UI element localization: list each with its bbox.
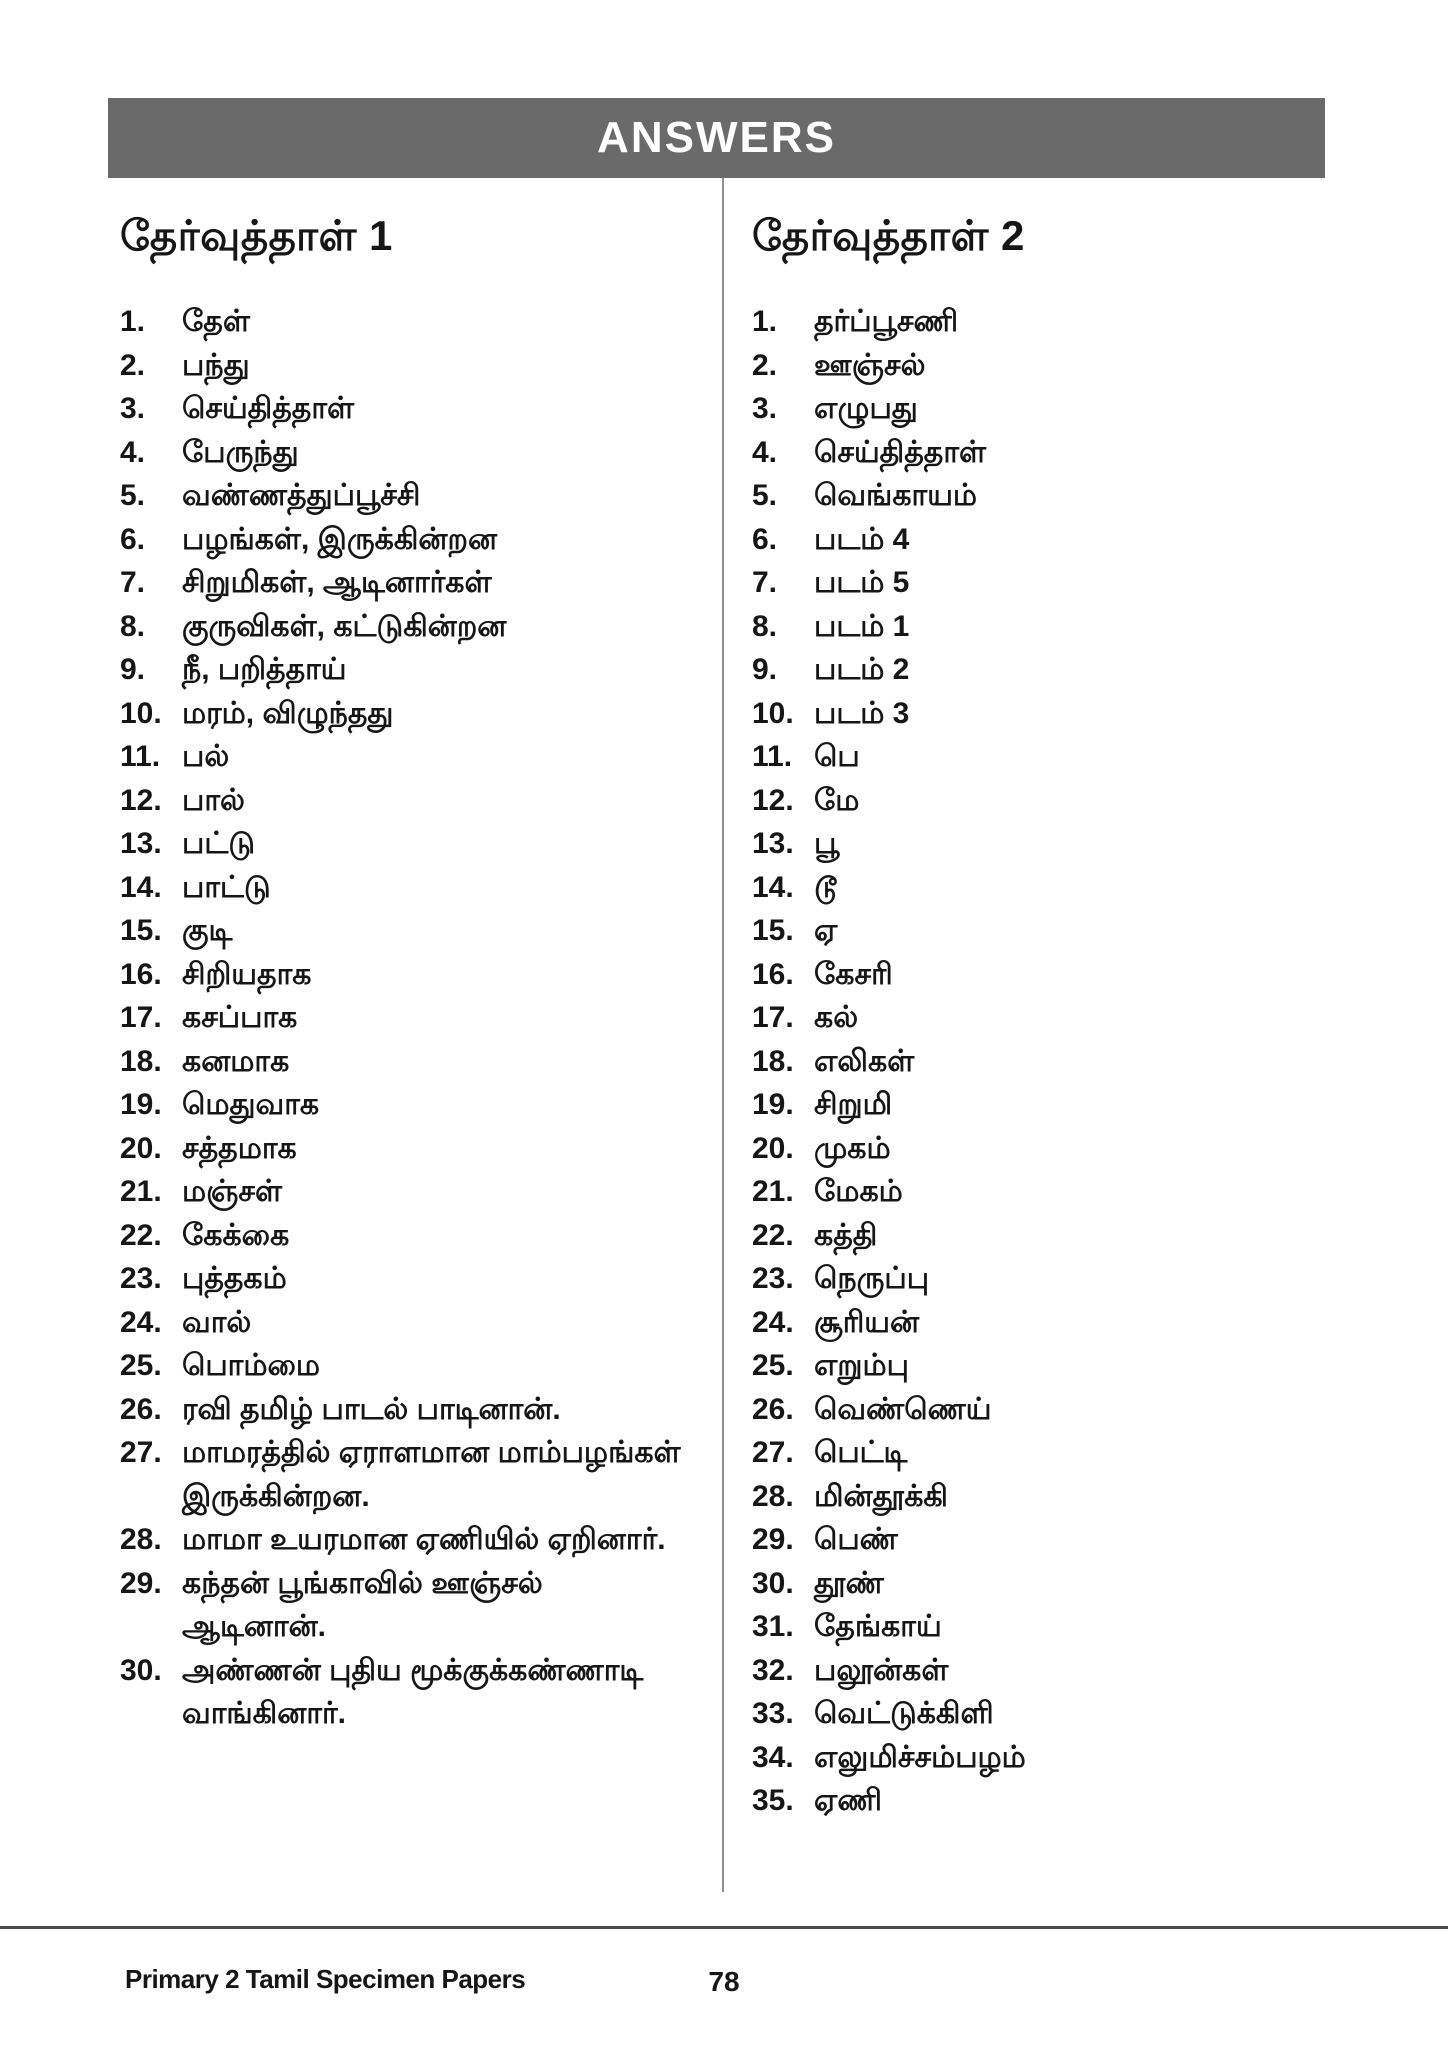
answer-item xyxy=(752,1562,1320,1606)
answer-item xyxy=(120,866,688,910)
answer-number: 8. xyxy=(120,609,146,643)
answer-text: படம் 3 xyxy=(814,696,910,730)
footer-book-title: Primary 2 Tamil Specimen Papers xyxy=(125,1964,526,1994)
answer-number: 14. xyxy=(120,870,162,904)
answer-item xyxy=(752,1301,1320,1345)
answer-number: 5. xyxy=(752,479,778,512)
answer-number: 9. xyxy=(752,653,778,686)
answer-text: எழுபது xyxy=(814,392,918,425)
answer-text: வண்ணத்துப்பூச்சி xyxy=(182,479,421,512)
answer-text: நீ, பறித்தாய் xyxy=(182,653,347,686)
answer-text: மேகம் xyxy=(814,1175,903,1208)
answer-item xyxy=(752,996,1320,1040)
answer-number: 15. xyxy=(120,914,162,947)
answer-number: 22. xyxy=(752,1218,794,1252)
paper1-answer-list xyxy=(120,300,688,1736)
answer-number: 12. xyxy=(752,783,794,817)
answer-item xyxy=(752,1040,1320,1084)
answer-text: பெ xyxy=(814,740,860,773)
answer-number: 6. xyxy=(752,522,778,556)
answer-number: 19. xyxy=(752,1088,794,1121)
answer-number: 18. xyxy=(752,1044,794,1078)
answer-item xyxy=(120,779,688,823)
answer-item xyxy=(752,431,1320,475)
answer-item xyxy=(120,996,688,1040)
answer-text: வெங்காயம் xyxy=(814,479,978,512)
answer-item xyxy=(752,344,1320,388)
answer-text: பெண் xyxy=(814,1523,898,1556)
answer-item xyxy=(120,1388,688,1432)
answer-text: அண்ணன் புதிய மூக்குக்கண்ணாடி வாங்கினார். xyxy=(182,1653,644,1730)
answer-text: பலூன்கள் xyxy=(814,1653,949,1687)
answer-number: 18. xyxy=(120,1044,162,1078)
answer-number: 9. xyxy=(120,653,146,686)
answer-text: எறும்பு xyxy=(814,1349,909,1382)
answer-number: 31. xyxy=(752,1610,794,1643)
answer-text: செய்தித்தாள் xyxy=(814,435,987,469)
answer-number: 7. xyxy=(120,566,146,599)
answer-text: ஏணி xyxy=(814,1784,882,1817)
answer-item xyxy=(120,822,688,866)
answer-item xyxy=(752,1214,1320,1258)
answer-item xyxy=(752,1431,1320,1475)
answer-number: 34. xyxy=(752,1740,794,1774)
answer-item xyxy=(120,1562,688,1649)
answers-header-banner xyxy=(108,98,1325,178)
answer-text: பழங்கள், இருக்கின்றன xyxy=(182,522,498,556)
answer-item xyxy=(752,909,1320,953)
answer-item xyxy=(752,605,1320,649)
answer-item xyxy=(752,953,1320,997)
answer-number: 8. xyxy=(752,609,778,643)
answer-item xyxy=(120,953,688,997)
answer-item xyxy=(752,648,1320,692)
answer-number: 19. xyxy=(120,1088,162,1121)
answer-text: வெட்டுக்கிளி xyxy=(814,1697,994,1730)
answer-text: ரவி தமிழ் பாடல் பாடினான். xyxy=(182,1392,561,1426)
answer-item xyxy=(752,1692,1320,1736)
answer-item xyxy=(752,1257,1320,1301)
answer-number: 17. xyxy=(752,1001,794,1034)
answer-item xyxy=(752,779,1320,823)
answer-number: 4. xyxy=(120,435,146,469)
answer-number: 28. xyxy=(120,1523,162,1556)
answer-text: படம் 4 xyxy=(814,522,910,556)
answer-number: 20. xyxy=(752,1131,794,1165)
answer-text: கசப்பாக xyxy=(182,1001,298,1034)
answer-item xyxy=(752,300,1320,344)
answer-text: புத்தகம் xyxy=(182,1262,287,1295)
answer-item xyxy=(752,866,1320,910)
answer-item xyxy=(120,692,688,736)
answer-number: 21. xyxy=(752,1175,794,1208)
column-divider xyxy=(722,178,724,1892)
answer-number: 10. xyxy=(752,696,794,730)
answer-number: 24. xyxy=(120,1305,162,1339)
answer-number: 10. xyxy=(120,696,162,730)
footer-rule xyxy=(0,1926,1448,1929)
answer-item xyxy=(120,1127,688,1171)
answer-number: 28. xyxy=(752,1479,794,1513)
answer-number: 26. xyxy=(120,1392,162,1426)
answer-number: 27. xyxy=(120,1436,162,1469)
answer-number: 15. xyxy=(752,914,794,947)
answer-text: சிறியதாக xyxy=(182,957,312,991)
answer-text: சிறுமிகள், ஆடினார்கள் xyxy=(182,566,492,599)
answer-item xyxy=(120,605,688,649)
answer-item xyxy=(120,1518,688,1562)
answer-text: கேசரி xyxy=(814,957,893,991)
answer-item xyxy=(120,518,688,562)
answer-item xyxy=(752,1344,1320,1388)
answer-number: 2. xyxy=(120,348,146,382)
answers-header-title: ANSWERS xyxy=(597,113,836,162)
answer-number: 27. xyxy=(752,1436,794,1469)
answer-text: தர்ப்பூசணி xyxy=(814,305,959,338)
answer-number: 3. xyxy=(752,392,778,425)
answer-item xyxy=(752,1649,1320,1693)
answer-number: 2. xyxy=(752,348,778,382)
answer-item xyxy=(752,1388,1320,1432)
answer-item xyxy=(752,387,1320,431)
answer-text: செய்தித்தாள் xyxy=(182,392,355,425)
answer-number: 29. xyxy=(120,1566,162,1600)
answer-item xyxy=(752,735,1320,779)
answer-text: பால் xyxy=(182,783,245,817)
answer-item xyxy=(752,561,1320,605)
answer-text: பந்து xyxy=(182,348,250,382)
answer-text: சத்தமாக xyxy=(182,1131,297,1165)
answer-number: 12. xyxy=(120,783,162,817)
answer-text: பெட்டி xyxy=(814,1436,908,1469)
paper1-column xyxy=(120,212,688,1736)
answer-item xyxy=(120,1257,688,1301)
answer-number: 35. xyxy=(752,1784,794,1817)
answer-item xyxy=(752,474,1320,518)
answer-item xyxy=(752,822,1320,866)
answer-item xyxy=(120,1431,688,1518)
answer-number: 1. xyxy=(120,305,146,338)
answer-item xyxy=(752,1605,1320,1649)
answer-item xyxy=(752,1779,1320,1823)
answer-item xyxy=(752,1170,1320,1214)
paper2-column xyxy=(752,212,1320,1823)
footer-page-number: 78 xyxy=(708,1966,740,1997)
answer-item xyxy=(120,735,688,779)
answer-item xyxy=(120,387,688,431)
answer-number: 5. xyxy=(120,479,146,512)
answer-number: 29. xyxy=(752,1523,794,1556)
answer-text: பொம்மை xyxy=(182,1349,321,1382)
answer-text: மெதுவாக xyxy=(182,1088,320,1121)
answer-text: படம் 5 xyxy=(814,566,910,599)
answer-item xyxy=(752,1127,1320,1171)
answer-item xyxy=(752,1083,1320,1127)
answer-item xyxy=(120,1214,688,1258)
answer-number: 17. xyxy=(120,1001,162,1034)
answer-text: பேருந்து xyxy=(182,435,299,469)
answer-text: மரம், விழுந்தது xyxy=(182,696,394,730)
answer-item xyxy=(752,692,1320,736)
answer-item xyxy=(752,1475,1320,1519)
answer-number: 13. xyxy=(752,827,794,860)
answer-number: 11. xyxy=(120,740,161,773)
answer-item xyxy=(120,300,688,344)
answer-number: 26. xyxy=(752,1392,794,1426)
answer-item xyxy=(752,518,1320,562)
answer-text: மாமரத்தில் ஏராளமான மாம்பழங்கள் இருக்கின்றன. xyxy=(182,1436,681,1513)
answer-text: கல் xyxy=(814,1001,859,1034)
answer-text: படம் 1 xyxy=(814,609,910,643)
answer-text: வால் xyxy=(182,1305,252,1339)
answer-text: சூரியன் xyxy=(814,1305,920,1339)
answer-text: எலுமிச்சம்பழம் xyxy=(814,1740,1026,1774)
answer-text: மாமா உயரமான ஏணியில் ஏறினார். xyxy=(182,1523,666,1556)
answer-text: பூ xyxy=(814,827,840,860)
answer-number: 32. xyxy=(752,1653,794,1687)
answer-text: ஏ xyxy=(814,914,838,947)
answer-text: தூண் xyxy=(814,1566,884,1600)
answer-item xyxy=(120,1040,688,1084)
answer-text: மின்தூக்கி xyxy=(814,1479,949,1513)
answer-number: 21. xyxy=(120,1175,162,1208)
answer-number: 23. xyxy=(752,1262,794,1295)
answer-text: கத்தி xyxy=(814,1218,878,1252)
answer-number: 30. xyxy=(752,1566,794,1600)
answer-number: 1. xyxy=(752,305,778,338)
answer-item xyxy=(120,1649,688,1736)
answer-item xyxy=(752,1736,1320,1780)
answer-number: 16. xyxy=(752,957,794,991)
answer-text: படம் 2 xyxy=(814,653,910,686)
answer-text: பட்டு xyxy=(182,827,255,860)
paper1-title: தேர்வுத்தாள் 1 xyxy=(120,212,393,259)
answer-item xyxy=(120,1301,688,1345)
answer-text: பாட்டு xyxy=(182,870,271,904)
answer-number: 3. xyxy=(120,392,146,425)
answer-number: 33. xyxy=(752,1697,794,1730)
answer-text: கேக்கை xyxy=(182,1218,290,1252)
answer-number: 6. xyxy=(120,522,146,556)
answer-text: டூ xyxy=(814,870,837,904)
answer-number: 20. xyxy=(120,1131,162,1165)
answer-item xyxy=(120,1083,688,1127)
answer-text: குருவிகள், கட்டுகின்றன xyxy=(182,609,507,643)
answer-item xyxy=(120,1170,688,1214)
answer-text: பல் xyxy=(182,740,230,773)
answer-number: 22. xyxy=(120,1218,162,1252)
answer-text: குடி xyxy=(182,914,233,947)
answer-item xyxy=(120,909,688,953)
answer-number: 11. xyxy=(752,740,793,773)
answer-number: 7. xyxy=(752,566,778,599)
answer-number: 25. xyxy=(120,1349,162,1382)
answer-item xyxy=(120,474,688,518)
paper2-answer-list xyxy=(752,300,1320,1823)
answer-item xyxy=(120,648,688,692)
answer-number: 25. xyxy=(752,1349,794,1382)
answer-text: எலிகள் xyxy=(814,1044,915,1078)
paper2-title: தேர்வுத்தாள் 2 xyxy=(752,212,1025,259)
answer-text: முகம் xyxy=(814,1131,891,1165)
answer-number: 24. xyxy=(752,1305,794,1339)
answer-number: 23. xyxy=(120,1262,162,1295)
answer-text: கனமாக xyxy=(182,1044,290,1078)
answer-text: நெருப்பு xyxy=(814,1262,930,1295)
answer-item xyxy=(120,561,688,605)
answer-number: 4. xyxy=(752,435,778,469)
answer-number: 30. xyxy=(120,1653,162,1687)
answer-text: மே xyxy=(814,783,860,817)
answer-number: 13. xyxy=(120,827,162,860)
answer-item xyxy=(120,1344,688,1388)
answer-text: சிறுமி xyxy=(814,1088,893,1121)
answer-text: வெண்ணெய் xyxy=(814,1392,992,1426)
answer-text: தேள் xyxy=(182,305,250,338)
answer-item xyxy=(120,344,688,388)
answer-text: மஞ்சள் xyxy=(182,1175,283,1208)
answer-number: 16. xyxy=(120,957,162,991)
answer-item xyxy=(120,431,688,475)
answer-text: தேங்காய் xyxy=(814,1610,942,1643)
answer-text: ஊஞ்சல் xyxy=(814,348,926,382)
answer-item xyxy=(752,1518,1320,1562)
answer-text: கந்தன் பூங்காவில் ஊஞ்சல் ஆடினான். xyxy=(182,1566,543,1643)
answer-number: 14. xyxy=(752,870,794,904)
